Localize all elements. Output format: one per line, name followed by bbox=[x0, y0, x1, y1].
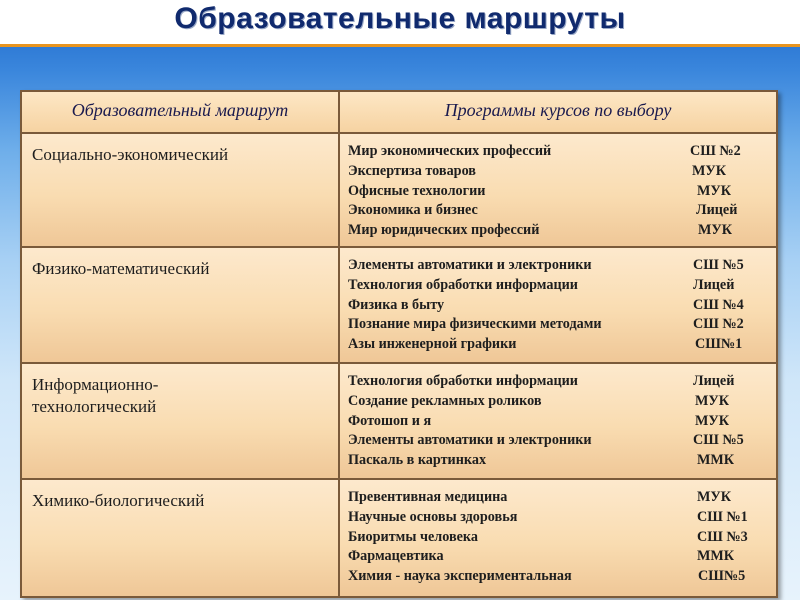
course-name: Научные основы здоровья bbox=[348, 508, 518, 525]
header-cell-programs bbox=[340, 92, 776, 132]
route-name-line: Информационно- bbox=[32, 375, 159, 394]
courses-cell bbox=[340, 134, 776, 246]
course-school: Лицей bbox=[693, 373, 735, 389]
course-school: СШ №3 bbox=[697, 528, 748, 545]
route-cell bbox=[22, 134, 340, 246]
course-item bbox=[348, 413, 770, 433]
courses-cell bbox=[340, 248, 776, 362]
courses-cell bbox=[340, 480, 776, 596]
header-cell-route bbox=[22, 92, 340, 132]
course-name: Создание рекламных роликов bbox=[348, 392, 542, 409]
route-name-multiline bbox=[32, 374, 330, 418]
table-row bbox=[22, 480, 776, 596]
course-school: СШ №5 bbox=[693, 257, 744, 273]
course-item bbox=[348, 452, 770, 472]
course-name: Экономика и бизнес bbox=[348, 202, 478, 219]
course-school: СШ №2 bbox=[693, 316, 744, 333]
routes-table bbox=[20, 90, 778, 598]
course-name: Элементы автоматики и электроники bbox=[348, 257, 592, 273]
course-item bbox=[348, 336, 770, 356]
page-title: Образовательные маршруты bbox=[174, 2, 626, 35]
table-row bbox=[22, 364, 776, 478]
course-item bbox=[348, 297, 770, 317]
course-item bbox=[348, 183, 770, 203]
course-name: Мир экономических профессий bbox=[348, 143, 552, 159]
course-school: МУК bbox=[695, 392, 730, 409]
course-item bbox=[348, 432, 770, 452]
course-item bbox=[348, 257, 770, 277]
course-name: Паскаль в картинках bbox=[348, 452, 487, 469]
course-item bbox=[348, 373, 770, 393]
course-name: Офисные технологии bbox=[348, 182, 486, 199]
course-item bbox=[348, 548, 770, 568]
course-item bbox=[348, 509, 770, 529]
course-school: МУК bbox=[695, 412, 730, 429]
route-name-line: технологический bbox=[32, 397, 157, 416]
route-cell bbox=[22, 480, 340, 596]
course-name: Биоритмы человека bbox=[348, 528, 478, 545]
course-school: СШ №4 bbox=[693, 296, 744, 313]
course-school: СШ№5 bbox=[698, 568, 746, 585]
course-name: Экспертиза товаров bbox=[348, 162, 476, 179]
table-row bbox=[22, 134, 776, 246]
course-item bbox=[348, 393, 770, 413]
route-name: Химико-биологический bbox=[32, 491, 205, 510]
course-item bbox=[348, 316, 770, 336]
course-name: Технология обработки информации bbox=[348, 373, 578, 389]
course-name: Физика в быту bbox=[348, 296, 445, 313]
course-item bbox=[348, 489, 770, 509]
course-school: Лицей bbox=[696, 202, 738, 219]
course-list bbox=[348, 489, 770, 588]
course-name: Познание мира физическими методами bbox=[348, 316, 602, 333]
route-cell bbox=[22, 364, 340, 478]
courses-cell bbox=[340, 364, 776, 478]
course-name: Технология обработки информации bbox=[348, 276, 578, 293]
title-bar bbox=[0, 0, 800, 46]
course-list bbox=[348, 257, 770, 356]
course-name: Азы инженерной графики bbox=[348, 336, 517, 353]
course-item bbox=[348, 202, 770, 222]
header-route-label: Образовательный маршрут bbox=[71, 100, 289, 120]
course-school: СШ№1 bbox=[695, 336, 743, 353]
course-school: СШ №5 bbox=[693, 432, 744, 449]
course-name: Элементы автоматики и электроники bbox=[348, 432, 592, 449]
course-list bbox=[348, 143, 770, 242]
course-item bbox=[348, 143, 770, 163]
course-item bbox=[348, 568, 770, 588]
course-item bbox=[348, 163, 770, 183]
route-name: Физико-математический bbox=[32, 259, 210, 278]
table-header-row bbox=[22, 92, 776, 132]
course-school: ММК bbox=[697, 548, 735, 565]
course-school: МУК bbox=[692, 162, 727, 179]
header-programs-label: Программы курсов по выбору bbox=[444, 100, 672, 120]
course-school: СШ №1 bbox=[697, 508, 748, 525]
course-school: Лицей bbox=[693, 276, 735, 293]
course-school: МУК bbox=[697, 489, 732, 505]
route-cell bbox=[22, 248, 340, 362]
course-list bbox=[348, 373, 770, 472]
table-row bbox=[22, 248, 776, 362]
course-name: Мир юридических профессий bbox=[348, 222, 540, 239]
course-name: Фармацевтика bbox=[348, 548, 444, 565]
course-name: Превентивная медицина bbox=[348, 489, 508, 505]
route-name: Социально-экономический bbox=[32, 145, 229, 164]
course-item bbox=[348, 222, 770, 242]
course-name: Химия - наука экспериментальная bbox=[348, 568, 572, 585]
course-school: МУК bbox=[697, 182, 732, 199]
course-school: ММК bbox=[697, 452, 735, 469]
course-school: МУК bbox=[698, 222, 733, 239]
course-school: СШ №2 bbox=[690, 143, 741, 159]
course-item bbox=[348, 277, 770, 297]
course-name: Фотошоп и я bbox=[348, 412, 432, 429]
course-item bbox=[348, 529, 770, 549]
title-underline bbox=[0, 44, 800, 47]
